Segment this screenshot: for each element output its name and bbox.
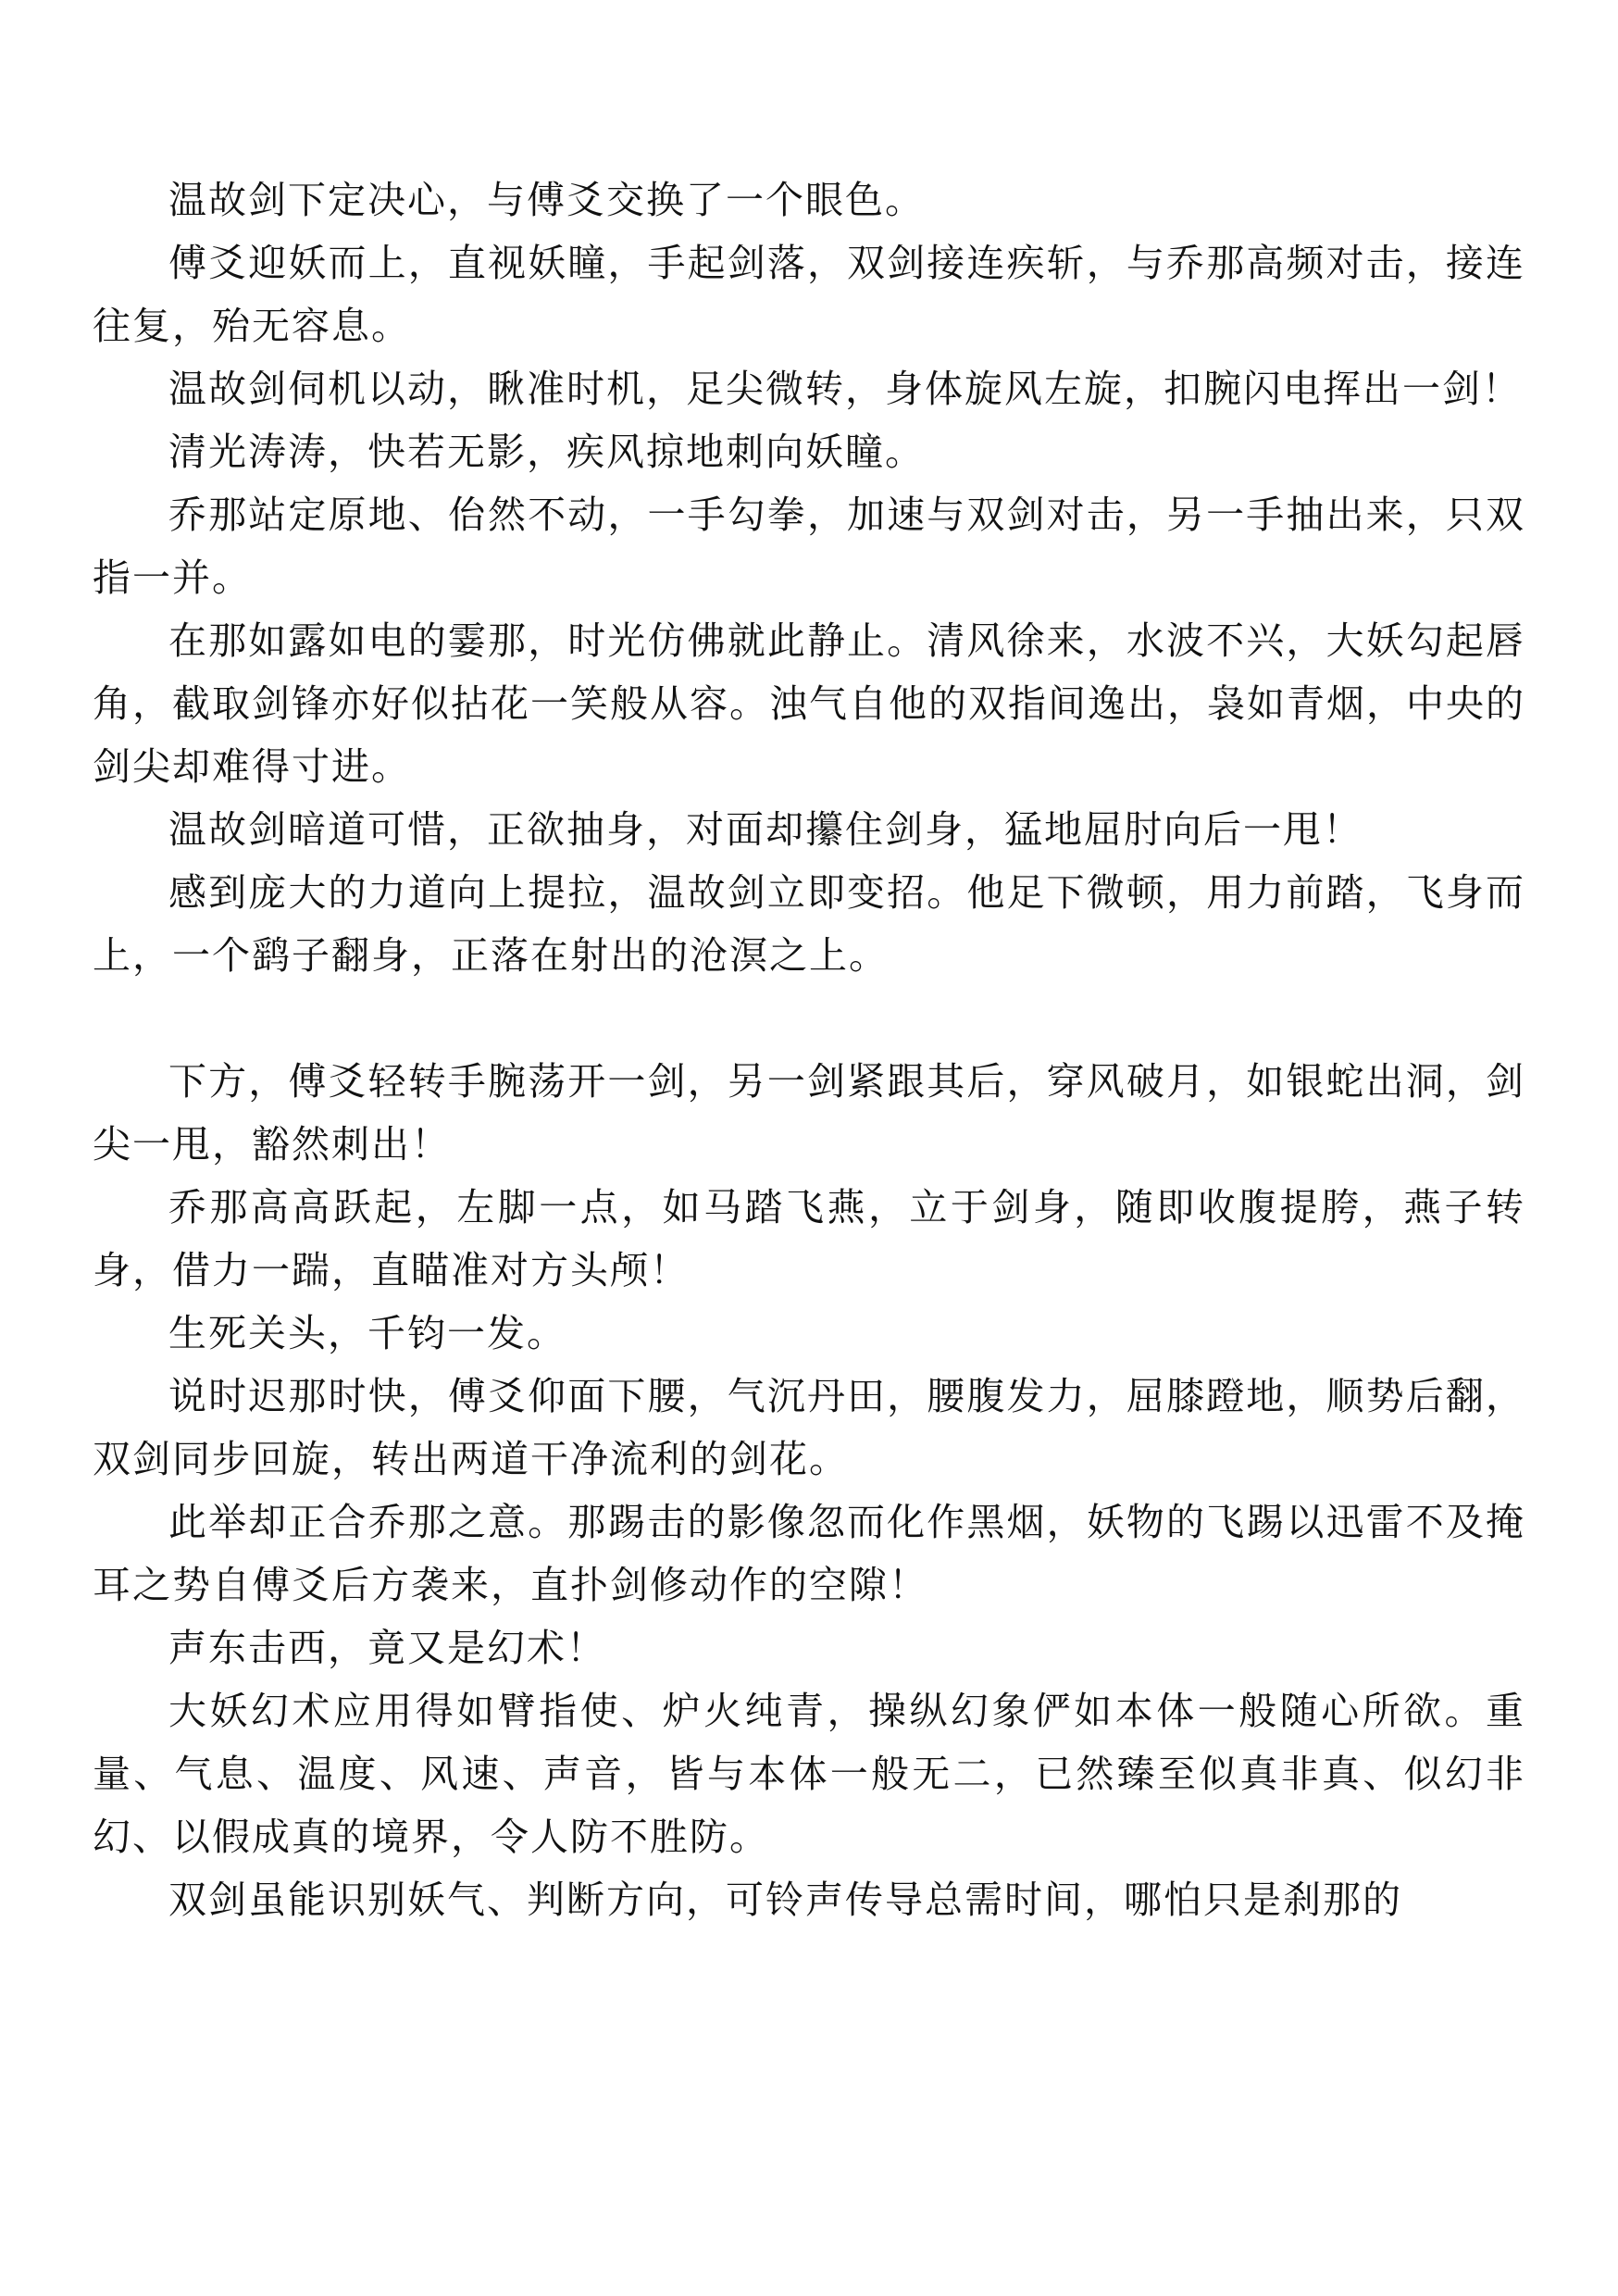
paragraph: 双剑虽能识别妖气、判断方向，可铃声传导总需时间，哪怕只是刹那的: [168, 1878, 1402, 1922]
paragraph: 生死关头，千钧一发。: [168, 1311, 566, 1355]
paragraph: 傅爻迎妖而上，直视妖瞳，手起剑落，双剑接连疾斩，与乔那高频对击，接连往复，殆无容息。: [93, 241, 1525, 348]
paragraph: 声东击西，竟又是幻术！: [168, 1626, 606, 1670]
paragraph: 在那如露如电的霎那，时光仿佛就此静止。清风徐来，水波不兴，大妖勾起唇角，截取剑锋亦好似拈花一笑般从容。浊气自他的双指间逸出，袅如青烟，中央的剑尖却难得寸进。: [93, 618, 1525, 789]
paragraph: 说时迟那时快，傅爻仰面下腰，气沉丹田，腰腹发力，屈膝蹬地，顺势后翻，双剑同步回旋，转出两道干净流利的剑花。: [93, 1374, 1525, 1481]
paragraph: 此举却正合乔那之意。那踢击的影像忽而化作黑烟，妖物的飞踢以迅雷不及掩耳之势自傅爻后方袭来，直扑剑修动作的空隙！: [93, 1500, 1525, 1607]
paragraph: 乔那高高跃起，左脚一点，如马踏飞燕，立于剑身，随即收腹提胯，燕子转身，借力一踹，直瞄准对方头颅！: [93, 1185, 1525, 1292]
paragraph: 温故剑伺机以动，瞅准时机，足尖微转，身体旋风左旋，扣腕闪电挥出一剑！: [168, 367, 1522, 411]
paragraph: 感到庞大的力道向上提拉，温故剑立即变招。他足下微顿，用力前踏，飞身而上，一个鹞子翻身，正落在射出的沧溟之上。: [93, 870, 1525, 978]
paragraph: 温故剑暗道可惜，正欲抽身，对面却攥住剑身，猛地屈肘向后一甩！: [168, 807, 1363, 852]
paragraph: 温故剑下定决心，与傅爻交换了一个眼色。: [168, 178, 925, 222]
paragraph: 大妖幻术应用得如臂指使、炉火纯青，操纵幻象俨如本体一般随心所欲。重量、气息、温度、风速、声音，皆与本体一般无二，已然臻至似真非真、似幻非幻、以假成真的境界，令人防不胜防。: [93, 1689, 1525, 1859]
paragraph: 下方，傅爻轻转手腕荡开一剑，另一剑紧跟其后，穿风破月，如银蛇出洞，剑尖一甩，豁然刺出！: [93, 1059, 1525, 1167]
document-page: [93, 168, 1525, 1931]
paragraph: 清光涛涛，快若无影，疾风掠地刺向妖瞳。: [168, 430, 925, 474]
paragraph: 乔那站定原地、佁然不动，一手勾拳，加速与双剑对击，另一手抽出来，只双指一并。: [93, 493, 1525, 600]
